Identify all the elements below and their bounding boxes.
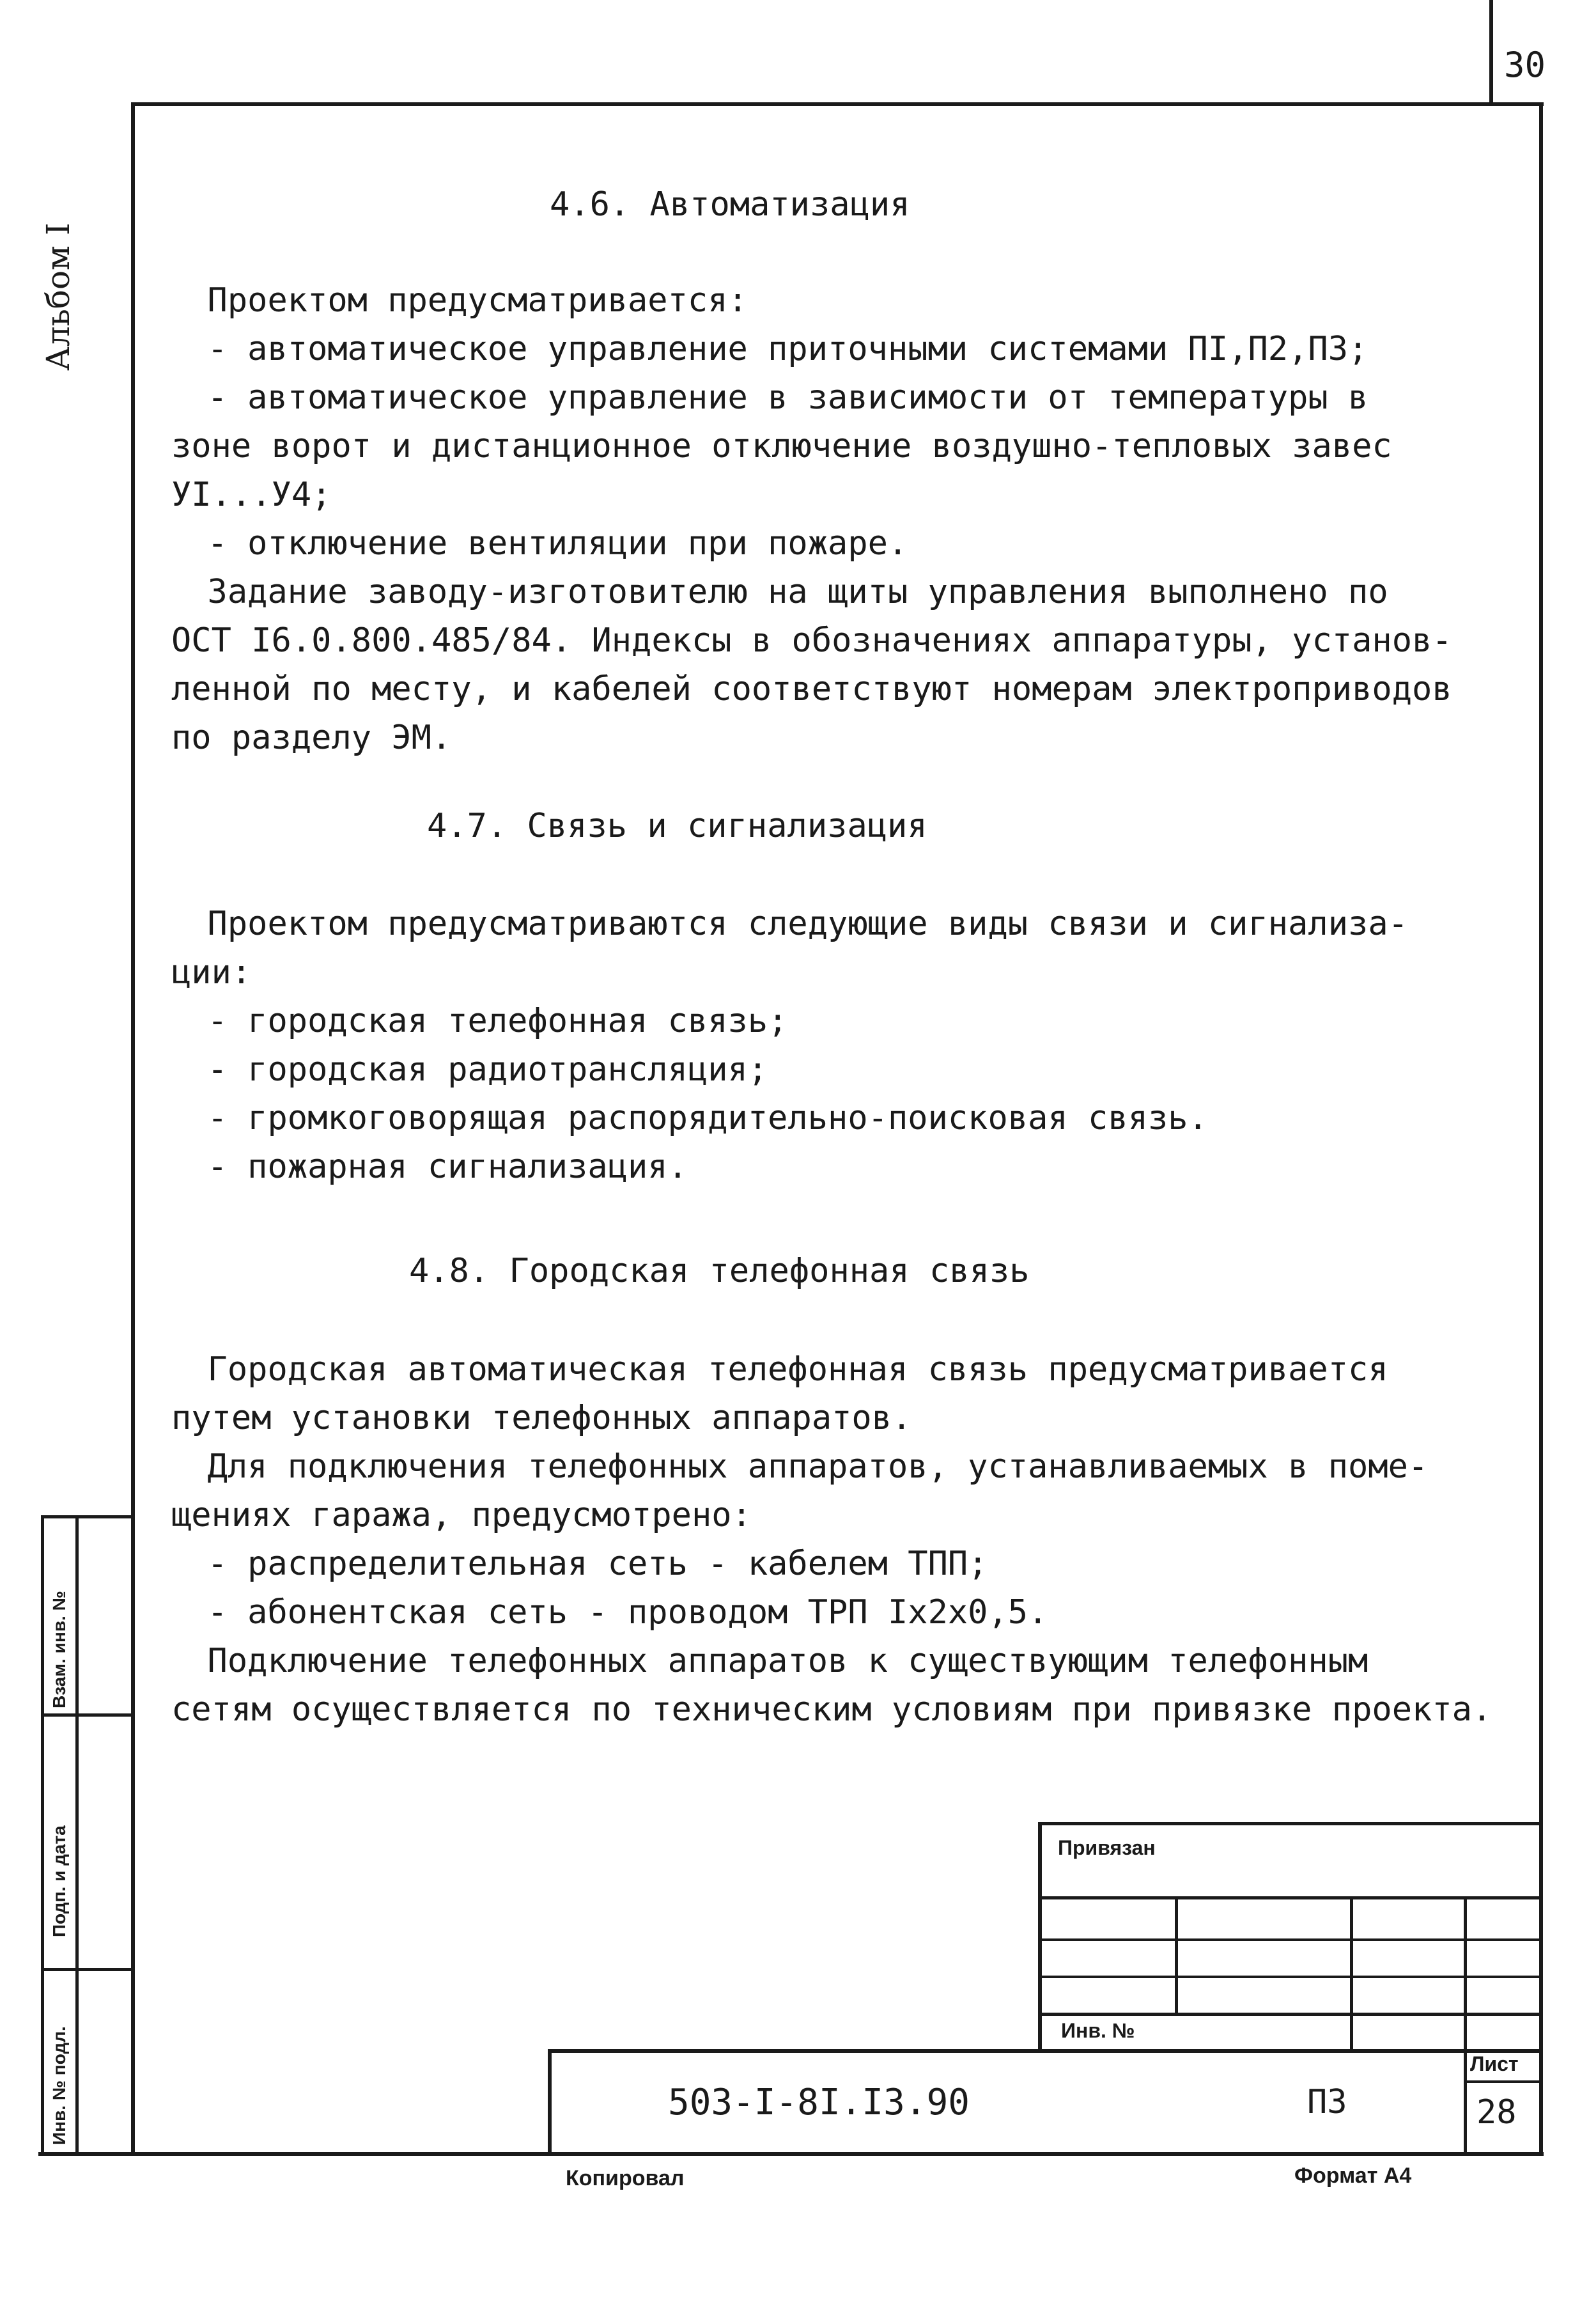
album-label: Альбом I	[40, 222, 77, 371]
tb-grid-row1	[1038, 1896, 1543, 1899]
side-stamp-inv	[45, 2026, 74, 2324]
text-line: - распределительная сеть - кабелем ТПП;	[107, 1545, 988, 1583]
section-body-4-6	[107, 281, 1482, 757]
tb-grid-row2	[1038, 1938, 1543, 1941]
tb-stamp-top	[548, 2049, 1543, 2053]
text-line: щениях гаража, предусмотрено:	[171, 1496, 752, 1534]
text-line: ции:	[171, 953, 252, 992]
section-body-4-8	[107, 1350, 1492, 1729]
text-line: - городская телефонная связь;	[107, 1002, 788, 1040]
side-stamp-inner	[75, 1515, 79, 2155]
sheet-number-divider	[1489, 0, 1493, 102]
frame-top	[131, 102, 1544, 106]
section-body-4-7	[107, 905, 1482, 1186]
tb-grid-col3	[1464, 1896, 1467, 2052]
tb-list-divider	[1464, 2049, 1467, 2155]
text-line: - громкоговорящая распорядительно-поисковая связь.	[107, 1099, 1208, 1137]
section-heading-4-8: 4.8. Городская телефонная связь	[409, 1252, 1030, 1290]
sheet-number: 30	[1504, 45, 1546, 85]
tb-list-row	[1464, 2080, 1543, 2083]
tb-grid-row3	[1038, 1976, 1543, 1978]
text-line: - автоматическое управление приточными системами ПI,П2,П3;	[107, 330, 1368, 368]
tb-inv-no-label: Инв. №	[1061, 2019, 1135, 2042]
text-line: сетям осуществляется по техническим условиям при привязке проекта.	[171, 1690, 1492, 1729]
tb-list-number: 28	[1477, 2093, 1517, 2132]
side-stamp-outer	[41, 1515, 44, 2155]
tb-privyazan-top	[1038, 1822, 1543, 1825]
tb-grid-row4	[1038, 2013, 1543, 2016]
text-line: - пожарная сигнализация.	[107, 1148, 688, 1186]
text-line: Проектом предусматриваются следующие виды связи и сигнализа-	[107, 905, 1408, 943]
text-line: Подключение телефонных аппаратов к существующим телефонным	[107, 1642, 1368, 1680]
frame-right	[1539, 102, 1543, 2155]
side-stamp-top	[41, 1515, 134, 1518]
tb-privyazan-label: Привязан	[1058, 1836, 1156, 1859]
text-line: путем установки телефонных аппаратов.	[171, 1399, 912, 1437]
text-line: Городская автоматическая телефонная связь предусматривается	[107, 1350, 1388, 1389]
section-heading-4-7: 4.7. Связь и сигнализация	[427, 807, 927, 845]
tb-grid-col1	[1175, 1896, 1178, 2013]
tb-doc-code: 503-I-8I.I3.90	[668, 2082, 970, 2123]
side-stamp-podp-label: Подп. и дата	[49, 1825, 69, 1937]
tb-privyazan-left	[1038, 1822, 1042, 2052]
text-line: - отключение вентиляции при пожаре.	[107, 524, 908, 563]
text-line: - городская радиотрансляция;	[107, 1050, 768, 1089]
footer-format: Формат А4	[1294, 2164, 1412, 2188]
text-line: ОСТ I6.0.800.485/84. Индексы в обозначениях аппаратуры, установ-	[171, 621, 1452, 660]
text-line: по разделу ЭМ.	[171, 719, 452, 757]
tb-grid-col2	[1350, 1896, 1353, 2052]
frame-bottom	[38, 2152, 1544, 2156]
text-line: УI...У4;	[171, 476, 332, 514]
tb-list-label: Лист	[1470, 2052, 1519, 2075]
section-heading-4-6: 4.6. Автоматизация	[550, 185, 910, 224]
side-stamp-inv-label: Инв. № подл.	[49, 2026, 69, 2145]
tb-stamp-left	[548, 2049, 552, 2155]
footer-kopiroval: Копировал	[566, 2166, 685, 2190]
side-stamp-vzam-label: Взам. инв. №	[49, 1591, 69, 1708]
text-line: - автоматическое управление в зависимости от температуры в	[107, 378, 1368, 417]
text-line: Задание заводу-изготовителю на щиты управления выполнено по	[107, 573, 1388, 611]
text-line: - абонентская сеть - проводом ТРП Iх2х0,5.	[107, 1593, 1048, 1632]
text-line: зоне ворот и дистанционное отключение воздушно-тепловых завес	[171, 427, 1392, 465]
text-line: Для подключения телефонных аппаратов, устанавливаемых в поме-	[107, 1447, 1429, 1486]
text-line: ленной по месту, и кабелей соответствуют номерам электроприводов	[171, 670, 1452, 708]
text-line: Проектом предусматривается:	[107, 281, 748, 320]
tb-doc-type: ПЗ	[1307, 2083, 1347, 2121]
